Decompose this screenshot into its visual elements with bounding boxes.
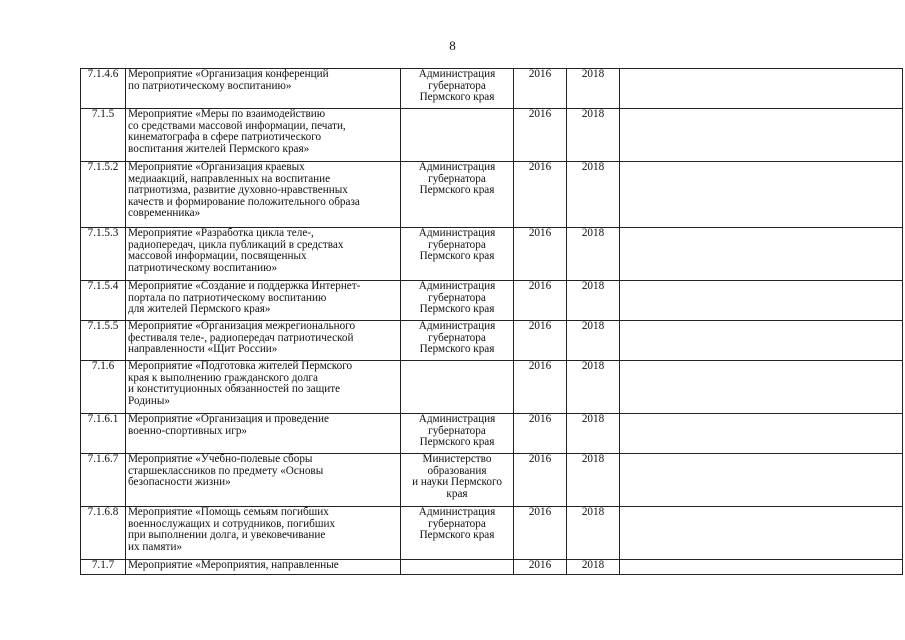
end-year: 2018 xyxy=(567,69,620,109)
start-year: 2016 xyxy=(514,414,567,454)
activities-table-body xyxy=(81,69,903,575)
activities-table xyxy=(80,68,903,575)
page-number: 8 xyxy=(449,38,456,53)
item-number: 7.1.6.8 xyxy=(81,507,126,560)
start-year: 2016 xyxy=(514,281,567,321)
table-row xyxy=(81,321,903,361)
empty-cell xyxy=(620,162,903,228)
table-row xyxy=(81,454,903,507)
end-year: 2018 xyxy=(567,228,620,281)
start-year: 2016 xyxy=(514,109,567,162)
empty-cell xyxy=(620,361,903,414)
responsible-executor: Администрация губернатора Пермского края xyxy=(401,69,514,109)
responsible-executor: Администрация губернатора Пермского края xyxy=(401,228,514,281)
empty-cell xyxy=(620,507,903,560)
start-year: 2016 xyxy=(514,69,567,109)
activity-name: Мероприятие «Подготовка жителей Пермского края к выполнению гражданского долга и конституционных обязанностей по защите Родины» xyxy=(126,361,401,414)
end-year: 2018 xyxy=(567,321,620,361)
item-number: 7.1.5 xyxy=(81,109,126,162)
empty-cell xyxy=(620,321,903,361)
activity-name: Мероприятие «Организация краевых медиаакций, направленных на воспитание патриотизма, развитие духовно-нравственных качеств и формирование положительного образа современника» xyxy=(126,162,401,228)
empty-cell xyxy=(620,414,903,454)
table-row xyxy=(81,361,903,414)
table-row xyxy=(81,69,903,109)
activity-name: Мероприятие «Организация межрегионального фестиваля теле-, радиопередач патриотической направленности «Щит России» xyxy=(126,321,401,361)
empty-cell xyxy=(620,560,903,575)
table-row xyxy=(81,109,903,162)
activity-name: Мероприятие «Помощь семьям погибших военнослужащих и сотрудников, погибших при выполнении долга, и увековечивание их памяти» xyxy=(126,507,401,560)
end-year: 2018 xyxy=(567,454,620,507)
end-year: 2018 xyxy=(567,361,620,414)
start-year: 2016 xyxy=(514,507,567,560)
end-year: 2018 xyxy=(567,414,620,454)
activity-name: Мероприятие «Организация конференций по патриотическому воспитанию» xyxy=(126,69,401,109)
responsible-executor xyxy=(401,361,514,414)
responsible-executor: Администрация губернатора Пермского края xyxy=(401,281,514,321)
responsible-executor xyxy=(401,560,514,575)
empty-cell xyxy=(620,109,903,162)
empty-cell xyxy=(620,228,903,281)
item-number: 7.1.6.7 xyxy=(81,454,126,507)
empty-cell xyxy=(620,454,903,507)
responsible-executor: Администрация губернатора Пермского края xyxy=(401,507,514,560)
end-year: 2018 xyxy=(567,162,620,228)
item-number: 7.1.7 xyxy=(81,560,126,575)
activity-name: Мероприятие «Учебно-полевые сборы старшеклассников по предмету «Основы безопасности жизни» xyxy=(126,454,401,507)
table-row xyxy=(81,162,903,228)
responsible-executor: Администрация губернатора Пермского края xyxy=(401,321,514,361)
start-year: 2016 xyxy=(514,228,567,281)
start-year: 2016 xyxy=(514,162,567,228)
item-number: 7.1.6.1 xyxy=(81,414,126,454)
item-number: 7.1.4.6 xyxy=(81,69,126,109)
responsible-executor: Администрация губернатора Пермского края xyxy=(401,414,514,454)
table-row xyxy=(81,414,903,454)
responsible-executor: Министерство образования и науки Пермского края xyxy=(401,454,514,507)
end-year: 2018 xyxy=(567,109,620,162)
end-year: 2018 xyxy=(567,507,620,560)
table-row xyxy=(81,228,903,281)
end-year: 2018 xyxy=(567,560,620,575)
empty-cell xyxy=(620,69,903,109)
activity-name: Мероприятие «Меры по взаимодействию со средствами массовой информации, печати, кинематографа в сфере патриотического воспитания жителей Пермского края» xyxy=(126,109,401,162)
item-number: 7.1.5.4 xyxy=(81,281,126,321)
start-year: 2016 xyxy=(514,454,567,507)
item-number: 7.1.5.5 xyxy=(81,321,126,361)
start-year: 2016 xyxy=(514,361,567,414)
item-number: 7.1.5.3 xyxy=(81,228,126,281)
activity-name: Мероприятие «Создание и поддержка Интернет- портала по патриотическому воспитанию для жителей Пермского края» xyxy=(126,281,401,321)
item-number: 7.1.6 xyxy=(81,361,126,414)
table-row xyxy=(81,507,903,560)
activity-name: Мероприятие «Разработка цикла теле-, радиопередач, цикла публикаций в средствах массовой информации, посвященных патриотическому воспитанию» xyxy=(126,228,401,281)
activity-name: Мероприятие «Мероприятия, направленные xyxy=(126,560,401,575)
responsible-executor: Администрация губернатора Пермского края xyxy=(401,162,514,228)
end-year: 2018 xyxy=(567,281,620,321)
table-row xyxy=(81,281,903,321)
table-row xyxy=(81,560,903,575)
start-year: 2016 xyxy=(514,560,567,575)
empty-cell xyxy=(620,281,903,321)
activity-name: Мероприятие «Организация и проведение военно-спортивных игр» xyxy=(126,414,401,454)
start-year: 2016 xyxy=(514,321,567,361)
item-number: 7.1.5.2 xyxy=(81,162,126,228)
responsible-executor xyxy=(401,109,514,162)
